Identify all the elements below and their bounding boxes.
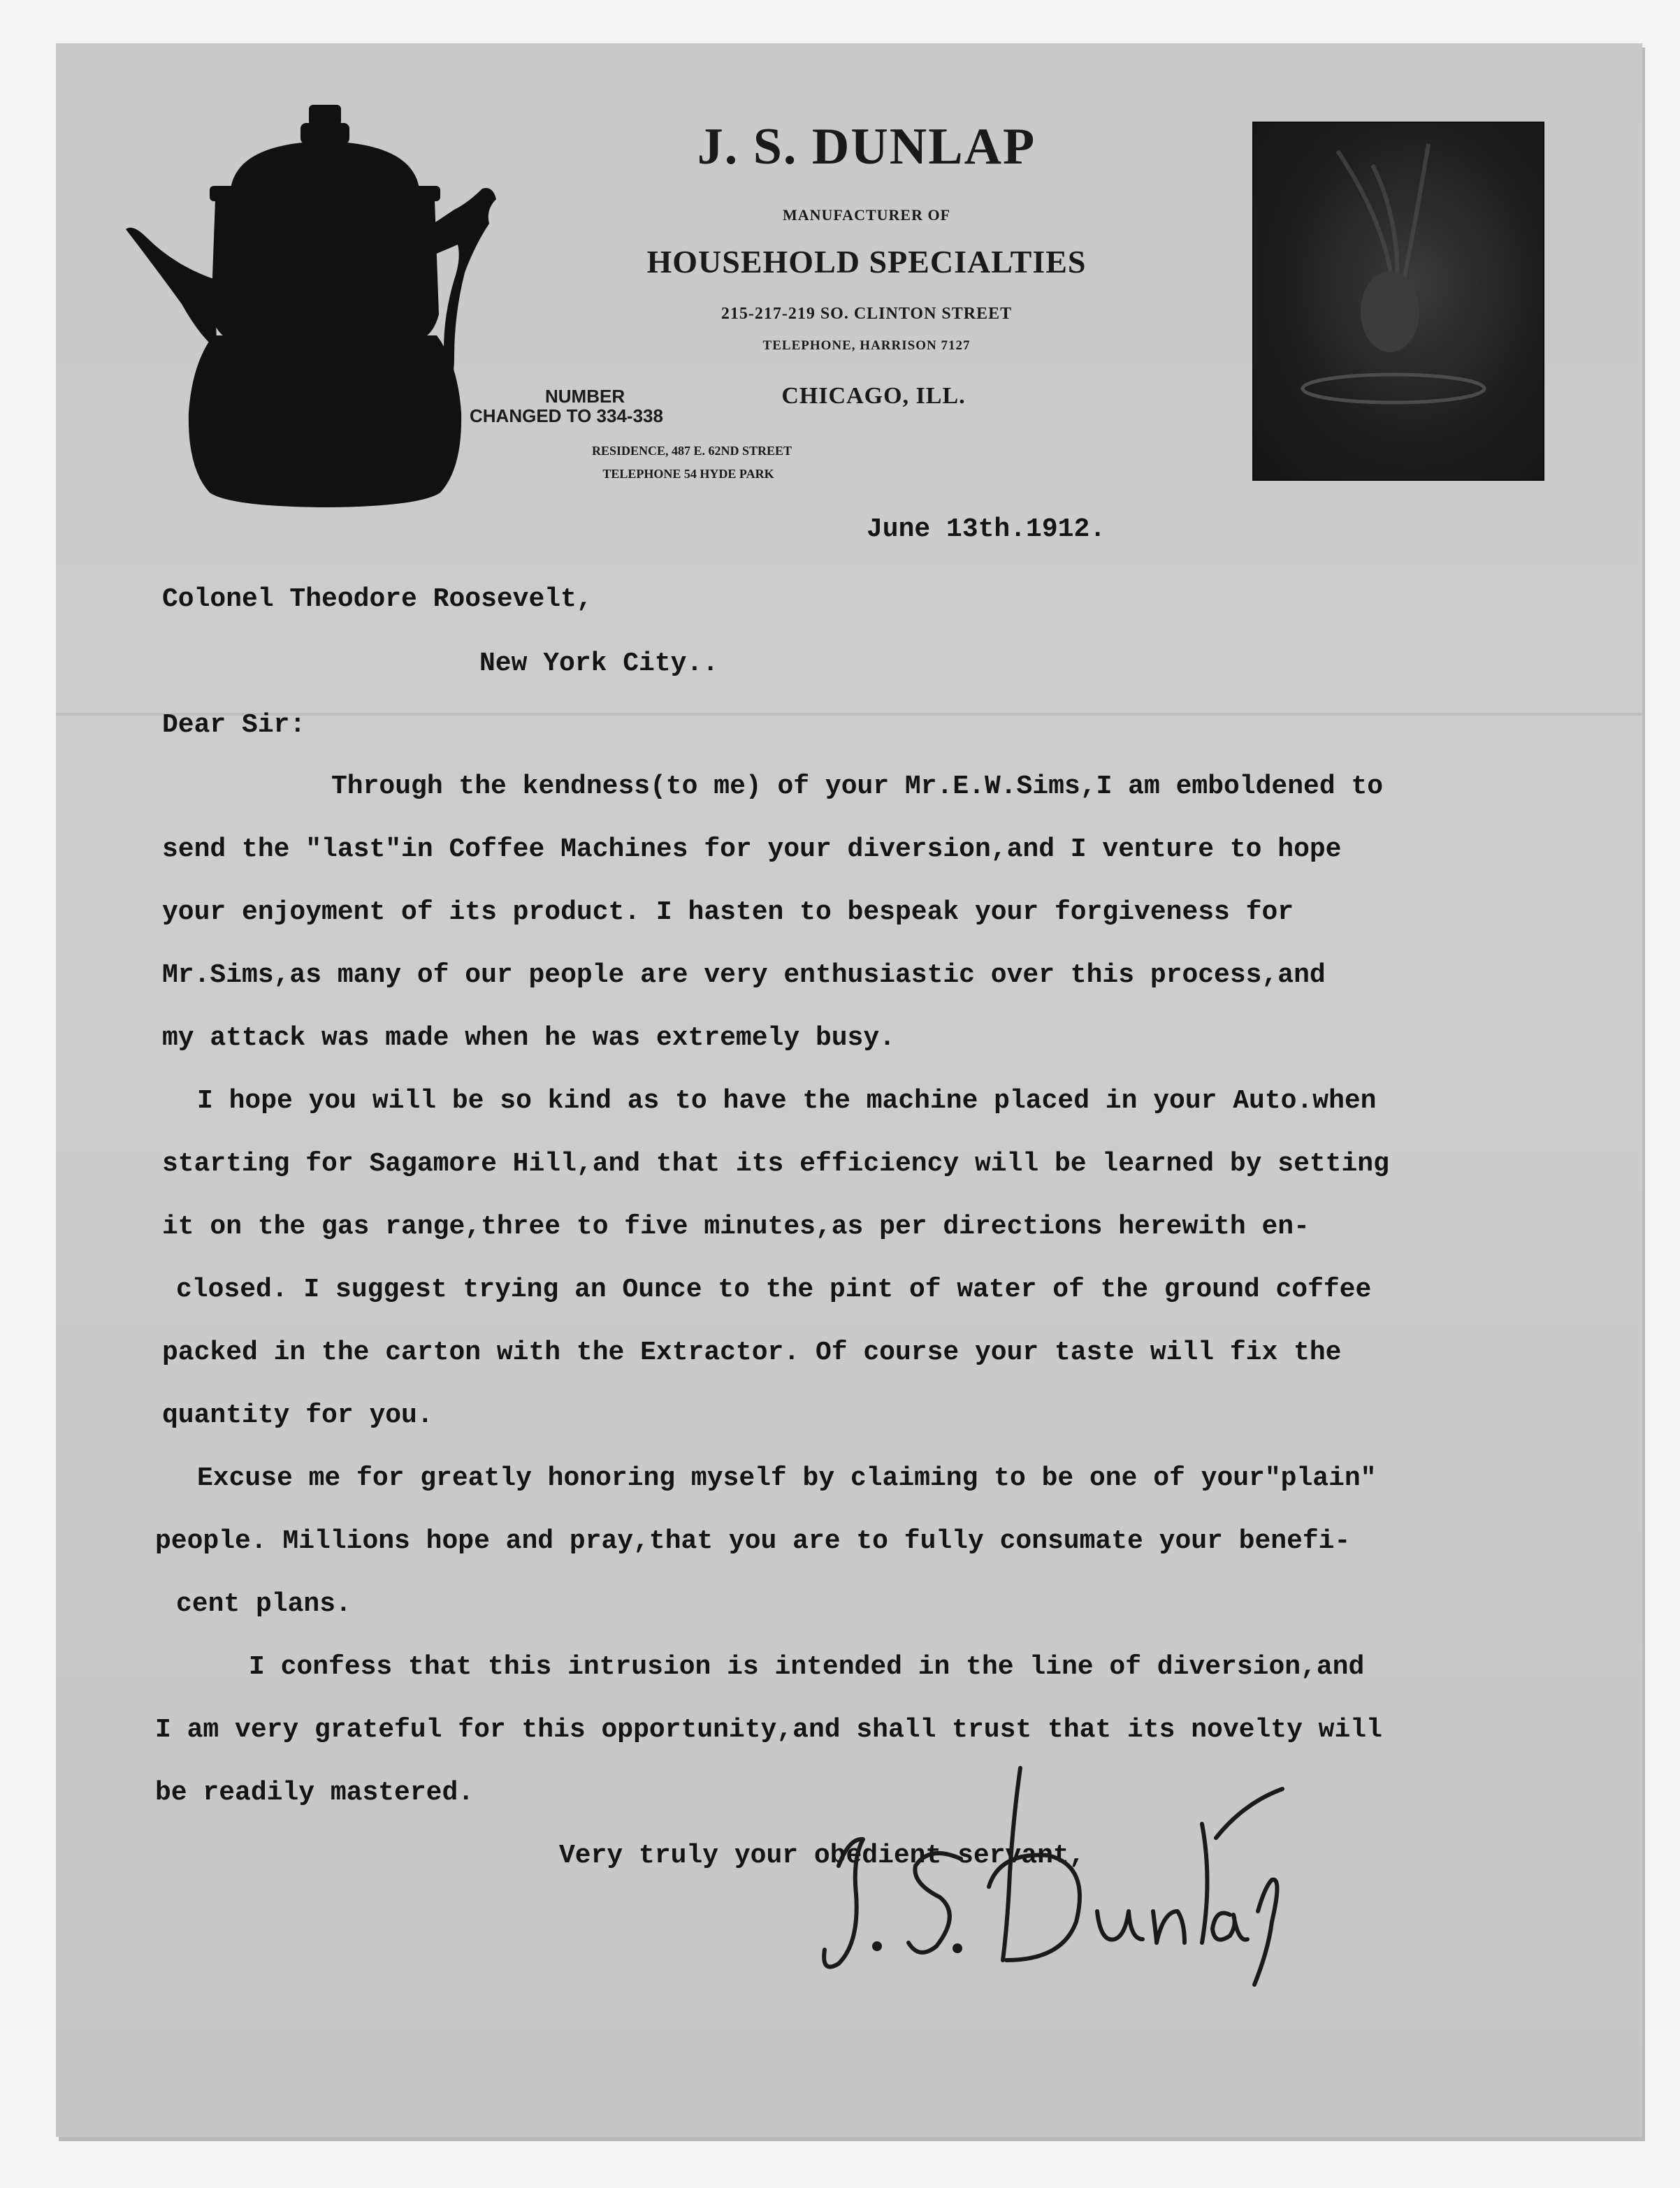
body-line: your enjoyment of its product. I hasten to bespeak your forgiveness for [162, 897, 1294, 927]
recipient-name: Colonel Theodore Roosevelt, [162, 584, 593, 614]
number-stamp-line1: NUMBER [545, 386, 625, 407]
signature [811, 1761, 1286, 1999]
letter-date: June 13th.1912. [867, 514, 1106, 544]
body-line: send the "last"in Coffee Machines for your diversion,and I venture to hope [162, 834, 1342, 864]
body-line: Mr.Sims,as many of our people are very enthusiastic over this process,and [162, 960, 1326, 990]
closing: Very truly your obedient servant, [559, 1841, 1085, 1871]
body-line: starting for Sagamore Hill,and that its efficiency will be learned by setting [162, 1149, 1389, 1179]
body-line: closed. I suggest trying an Ounce to the pint of water of the ground coffee [176, 1275, 1372, 1305]
business-telephone: TELEPHONE, HARRISON 7127 [762, 338, 971, 353]
body-line: it on the gas range,three to five minutes,as per directions herewith en- [162, 1212, 1310, 1242]
residence-telephone: TELEPHONE 54 HYDE PARK [602, 467, 774, 481]
body-line: I am very grateful for this opportunity,and shall trust that its novelty will [155, 1715, 1382, 1745]
residence-address: RESIDENCE, 487 E. 62ND STREET [591, 444, 792, 458]
body-line: I confess that this intrusion is intended in the line of diversion,and [249, 1652, 1365, 1682]
business-title: HOUSEHOLD SPECIALTIES [646, 244, 1087, 280]
number-stamp-line2: CHANGED TO 334-338 [470, 405, 663, 426]
coffee-pot-icon [126, 105, 545, 510]
recipient-city: New York City.. [479, 649, 719, 679]
city: CHICAGO, ILL. [781, 383, 966, 409]
body-line: cent plans. [176, 1589, 352, 1619]
body-line: Excuse me for greatly honoring myself by claiming to be one of your"plain" [197, 1463, 1377, 1493]
company-name: J. S. DUNLAP [697, 118, 1036, 175]
body-line: packed in the carton with the Extractor. Of course your taste will fix the [162, 1338, 1342, 1368]
body-line: be readily mastered. [155, 1778, 475, 1808]
manufacturer-of-label: MANUFACTURER OF [782, 206, 951, 224]
street-address: 215-217-219 SO. CLINTON STREET [720, 305, 1013, 323]
body-line: quantity for you. [162, 1400, 433, 1430]
body-line: people. Millions hope and pray,that you are to fully consumate your benefi- [155, 1526, 1351, 1556]
body-line: I hope you will be so kind as to have the machine placed in your Auto.when [197, 1086, 1377, 1116]
body-line: Through the kendness(to me) of your Mr.E.W.Sims,I am emboldened to [331, 771, 1384, 802]
body-line: my attack was made when he was extremely busy. [162, 1023, 895, 1053]
portrait-photo [1252, 122, 1544, 481]
salutation: Dear Sir: [162, 710, 306, 740]
